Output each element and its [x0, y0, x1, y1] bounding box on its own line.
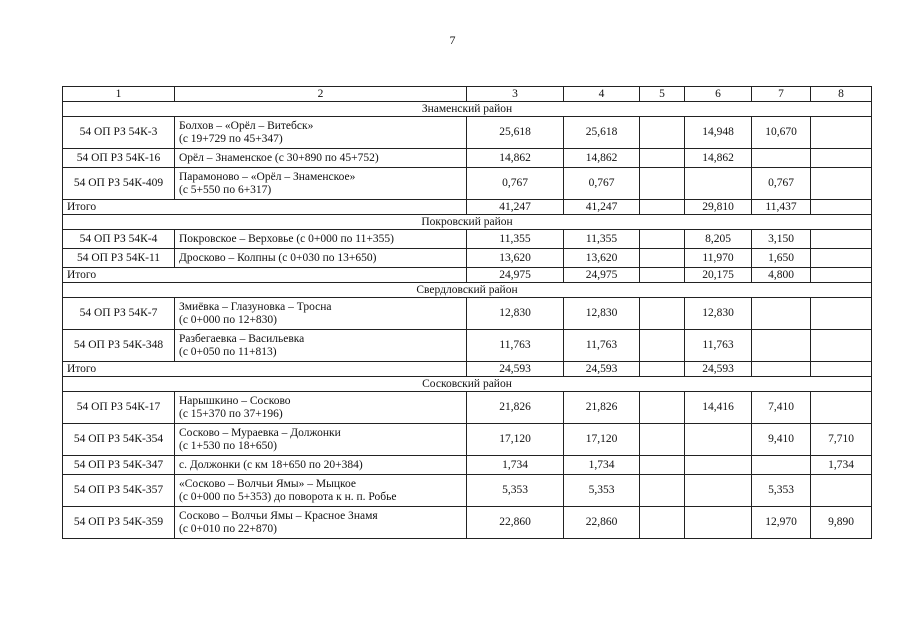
value-cell-c3: 25,618: [467, 117, 564, 149]
value-cell-c3: 12,830: [467, 298, 564, 330]
value-cell-c5: [640, 149, 685, 168]
value-cell-c8: [811, 475, 872, 507]
road-code: 54 ОП РЗ 54К-16: [63, 149, 175, 168]
header-row: [63, 87, 872, 102]
value-cell-c6: 11,970: [685, 249, 752, 268]
value-cell-c5: [640, 249, 685, 268]
value-cell-c5: [640, 117, 685, 149]
road-name-line: (с 0+000 по 5+353) до поворота к н. п. Робье: [179, 490, 397, 503]
value-cell-c6: 11,763: [685, 330, 752, 362]
header-cell: 2: [175, 87, 467, 102]
section-row: [63, 102, 872, 117]
header-cell: 3: [467, 87, 564, 102]
value-cell-c7: 0,767: [752, 168, 811, 200]
road-name-line: с. Должонки (с км 18+650 по 20+384): [179, 458, 363, 471]
value-cell-c3: 22,860: [467, 507, 564, 539]
value-cell-c4: 22,860: [564, 507, 640, 539]
total-row: [63, 362, 872, 377]
table-row: [63, 249, 872, 268]
header-cell: 4: [564, 87, 640, 102]
value-cell-c3: 0,767: [467, 168, 564, 200]
section-row: [63, 215, 872, 230]
total-cell-c3: 24,593: [467, 362, 564, 377]
header-cell: 1: [63, 87, 175, 102]
value-cell-c7: [752, 330, 811, 362]
road-code: 54 ОП РЗ 54К-7: [63, 298, 175, 330]
road-name-line: Покровское – Верховье (с 0+000 по 11+355): [179, 232, 394, 245]
value-cell-c4: 11,355: [564, 230, 640, 249]
value-cell-c3: 1,734: [467, 456, 564, 475]
value-cell-c7: 10,670: [752, 117, 811, 149]
road-code: 54 ОП РЗ 54К-17: [63, 392, 175, 424]
value-cell-c6: [685, 424, 752, 456]
total-cell-c7: 4,800: [752, 268, 811, 283]
value-cell-c6: 8,205: [685, 230, 752, 249]
value-cell-c7: 9,410: [752, 424, 811, 456]
table-row: [63, 149, 872, 168]
road-code: 54 ОП РЗ 54К-11: [63, 249, 175, 268]
table-row: [63, 392, 872, 424]
value-cell-c6: 14,948: [685, 117, 752, 149]
value-cell-c8: 9,890: [811, 507, 872, 539]
page-number: 7: [449, 33, 456, 47]
table-row: [63, 507, 872, 539]
road-name: [175, 330, 467, 362]
road-name: [175, 249, 467, 268]
total-cell-c4: 41,247: [564, 200, 640, 215]
road-name: [175, 149, 467, 168]
road-code: 54 ОП РЗ 54К-359: [63, 507, 175, 539]
road-name: [175, 456, 467, 475]
total-cell-c8: [811, 362, 872, 377]
road-name-line: (с 5+550 по 6+317): [179, 183, 272, 196]
value-cell-c6: [685, 475, 752, 507]
value-cell-c4: 17,120: [564, 424, 640, 456]
total-cell-c7: 11,437: [752, 200, 811, 215]
road-name-line: Дросково – Колпны (с 0+030 по 13+650): [179, 251, 377, 264]
value-cell-c4: 25,618: [564, 117, 640, 149]
road-name-line: Орёл – Знаменское (с 30+890 по 45+752): [179, 151, 379, 164]
total-cell-c6: 29,810: [685, 200, 752, 215]
road-code: 54 ОП РЗ 54К-409: [63, 168, 175, 200]
total-label: Итого: [63, 200, 467, 215]
total-row: [63, 268, 872, 283]
road-name: [175, 507, 467, 539]
value-cell-c5: [640, 298, 685, 330]
value-cell-c3: 14,862: [467, 149, 564, 168]
value-cell-c5: [640, 424, 685, 456]
road-code: 54 ОП РЗ 54К-354: [63, 424, 175, 456]
road-name-line: (с 15+370 по 37+196): [179, 407, 283, 420]
road-name: [175, 475, 467, 507]
road-name: [175, 117, 467, 149]
value-cell-c8: 7,710: [811, 424, 872, 456]
value-cell-c5: [640, 456, 685, 475]
value-cell-c8: [811, 392, 872, 424]
value-cell-c3: 11,763: [467, 330, 564, 362]
road-name-line: Парамоново – «Орёл – Знаменское»: [179, 170, 356, 183]
value-cell-c8: [811, 298, 872, 330]
header-cell: 5: [640, 87, 685, 102]
value-cell-c6: 12,830: [685, 298, 752, 330]
header-cell: 7: [752, 87, 811, 102]
value-cell-c4: 21,826: [564, 392, 640, 424]
value-cell-c4: 0,767: [564, 168, 640, 200]
road-name-line: «Сосково – Волчьи Ямы» – Мыцкое: [179, 477, 357, 490]
value-cell-c4: 13,620: [564, 249, 640, 268]
section-row: [63, 283, 872, 298]
road-code: 54 ОП РЗ 54К-357: [63, 475, 175, 507]
road-code: 54 ОП РЗ 54К-3: [63, 117, 175, 149]
value-cell-c5: [640, 392, 685, 424]
value-cell-c7: [752, 456, 811, 475]
value-cell-c4: 5,353: [564, 475, 640, 507]
value-cell-c5: [640, 168, 685, 200]
value-cell-c3: 13,620: [467, 249, 564, 268]
road-name-line: (с 1+530 по 18+650): [179, 439, 278, 452]
value-cell-c8: [811, 330, 872, 362]
total-cell-c8: [811, 200, 872, 215]
value-cell-c6: 14,862: [685, 149, 752, 168]
value-cell-c4: 11,763: [564, 330, 640, 362]
total-cell-c7: [752, 362, 811, 377]
header-cell: 8: [811, 87, 872, 102]
value-cell-c6: [685, 507, 752, 539]
total-cell-c4: 24,593: [564, 362, 640, 377]
road-name-line: Сосково – Мураевка – Должонки: [179, 426, 341, 439]
value-cell-c8: [811, 230, 872, 249]
road-name: [175, 424, 467, 456]
value-cell-c7: [752, 149, 811, 168]
total-cell-c3: 24,975: [467, 268, 564, 283]
total-row: [63, 200, 872, 215]
total-cell-c5: [640, 268, 685, 283]
table-row: [63, 330, 872, 362]
total-cell-c5: [640, 362, 685, 377]
total-cell-c4: 24,975: [564, 268, 640, 283]
value-cell-c3: 5,353: [467, 475, 564, 507]
road-name: [175, 392, 467, 424]
section-title: Знаменский район: [63, 102, 872, 117]
road-name-line: (с 0+010 по 22+870): [179, 522, 278, 535]
value-cell-c5: [640, 330, 685, 362]
total-label: Итого: [63, 362, 467, 377]
value-cell-c8: [811, 149, 872, 168]
value-cell-c6: [685, 168, 752, 200]
roads-table: [62, 86, 872, 539]
value-cell-c5: [640, 230, 685, 249]
value-cell-c5: [640, 475, 685, 507]
road-name: [175, 298, 467, 330]
value-cell-c7: [752, 298, 811, 330]
total-cell-c6: 20,175: [685, 268, 752, 283]
table-row: [63, 168, 872, 200]
value-cell-c4: 1,734: [564, 456, 640, 475]
value-cell-c3: 21,826: [467, 392, 564, 424]
value-cell-c3: 17,120: [467, 424, 564, 456]
total-cell-c6: 24,593: [685, 362, 752, 377]
road-name-line: Разбегаевка – Васильевка: [179, 332, 305, 345]
value-cell-c3: 11,355: [467, 230, 564, 249]
road-code: 54 ОП РЗ 54К-347: [63, 456, 175, 475]
road-name: [175, 230, 467, 249]
road-name-line: (с 19+729 по 45+347): [179, 132, 283, 145]
value-cell-c6: 14,416: [685, 392, 752, 424]
value-cell-c8: [811, 117, 872, 149]
road-name-line: Нарышкино – Сосково: [179, 394, 291, 407]
total-label: Итого: [63, 268, 467, 283]
table-row: [63, 117, 872, 149]
road-code: 54 ОП РЗ 54К-4: [63, 230, 175, 249]
value-cell-c7: 7,410: [752, 392, 811, 424]
table-row: [63, 230, 872, 249]
road-name: [175, 168, 467, 200]
value-cell-c4: 12,830: [564, 298, 640, 330]
total-cell-c5: [640, 200, 685, 215]
value-cell-c8: 1,734: [811, 456, 872, 475]
table-row: [63, 424, 872, 456]
total-cell-c3: 41,247: [467, 200, 564, 215]
value-cell-c7: 5,353: [752, 475, 811, 507]
road-name-line: Болхов – «Орёл – Витебск»: [179, 119, 314, 132]
value-cell-c4: 14,862: [564, 149, 640, 168]
road-code: 54 ОП РЗ 54К-348: [63, 330, 175, 362]
value-cell-c7: 12,970: [752, 507, 811, 539]
value-cell-c7: 1,650: [752, 249, 811, 268]
section-title: Покровский район: [63, 215, 872, 230]
value-cell-c7: 3,150: [752, 230, 811, 249]
value-cell-c6: [685, 456, 752, 475]
section-row: [63, 377, 872, 392]
value-cell-c8: [811, 168, 872, 200]
section-title: Сосковский район: [63, 377, 872, 392]
header-cell: 6: [685, 87, 752, 102]
road-name-line: Сосково – Волчьи Ямы – Красное Знамя: [179, 509, 378, 522]
value-cell-c5: [640, 507, 685, 539]
total-cell-c8: [811, 268, 872, 283]
road-name-line: Змиёвка – Глазуновка – Тросна: [179, 300, 332, 313]
table-row: [63, 456, 872, 475]
road-name-line: (с 0+050 по 11+813): [179, 345, 277, 358]
value-cell-c8: [811, 249, 872, 268]
table-row: [63, 298, 872, 330]
road-name-line: (с 0+000 по 12+830): [179, 313, 278, 326]
section-title: Свердловский район: [63, 283, 872, 298]
table-row: [63, 475, 872, 507]
